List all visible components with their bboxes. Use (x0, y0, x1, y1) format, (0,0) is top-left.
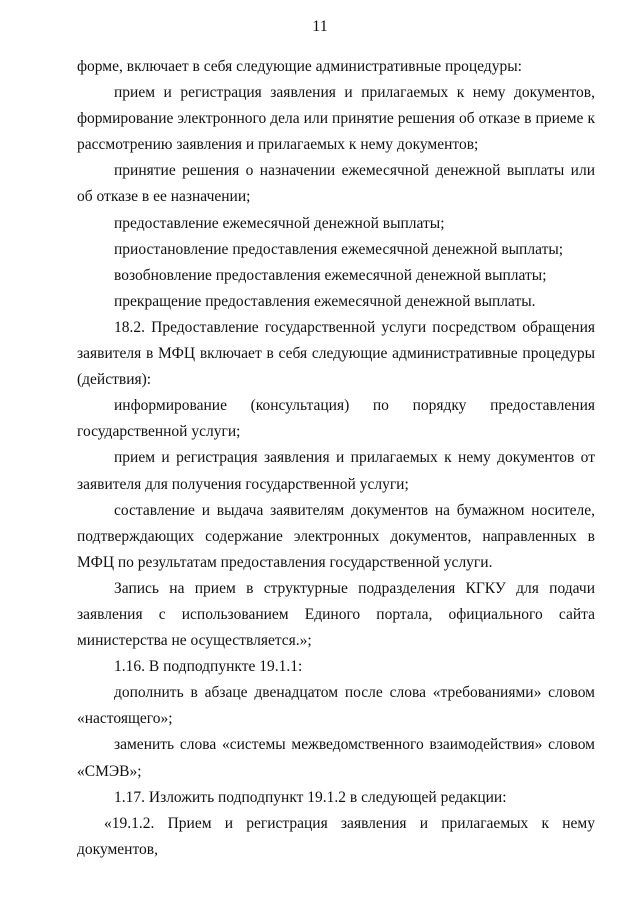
paragraph: прием и регистрация заявления и прилагаемых к нему документов от заявителя для получения государственной услуги; (77, 449, 595, 493)
paragraph: 18.2. Предоставление государственной услуги посредством обращения заявителя в МФЦ включает в себя следующие административные процедуры (действия): (77, 318, 595, 389)
paragraph: заменить слова «системы межведомственного взаимодействия» словом «СМЭВ»; (77, 736, 595, 780)
paragraph: 1.17. Изложить подподпункт 19.1.2 в следующей редакции: (114, 788, 507, 806)
paragraph: 1.16. В подподпункте 19.1.1: (114, 658, 303, 676)
paragraph: информирование (консультация) по порядку предоставления государственной услуги; (77, 397, 595, 441)
paragraph: дополнить в абзаце двенадцатом после слова «требованиями» словом «настоящего»; (77, 684, 595, 728)
paragraph: возобновление предоставления ежемесячной денежной выплаты; (114, 266, 547, 284)
paragraph: форме, включает в себя следующие административные процедуры: (77, 58, 522, 75)
paragraph: Запись на прием в структурные подразделения КГКУ для подачи заявления с использованием Единого портала, официального сайта министерства не осуществляется.»; (77, 579, 595, 650)
paragraph: прекращение предоставления ежемесячной денежной выплаты. (114, 292, 536, 310)
paragraph: приостановление предоставления ежемесячной денежной выплаты; (114, 240, 564, 258)
paragraph: принятие решения о назначении ежемесячной денежной выплаты или об отказе в ее назначении; (77, 162, 595, 206)
page-number: 11 (312, 18, 328, 35)
paragraph: составление и выдача заявителям документов на бумажном носителе, подтверждающих содержание электронных документов, направленных в МФЦ по результатам предоставления государственной услуги. (77, 501, 595, 571)
paragraph: предоставление ежемесячной денежной выплаты; (114, 214, 445, 232)
paragraph: прием и регистрация заявления и прилагаемых к нему документов, формирование электронного дела или принятие решения об отказе в приеме к рассмотрению заявления и прилагаемых к нему документов; (77, 84, 595, 154)
paragraph: «19.1.2. Прием и регистрация заявления и прилагаемых к нему документов, (77, 814, 595, 858)
document-body (77, 54, 595, 863)
